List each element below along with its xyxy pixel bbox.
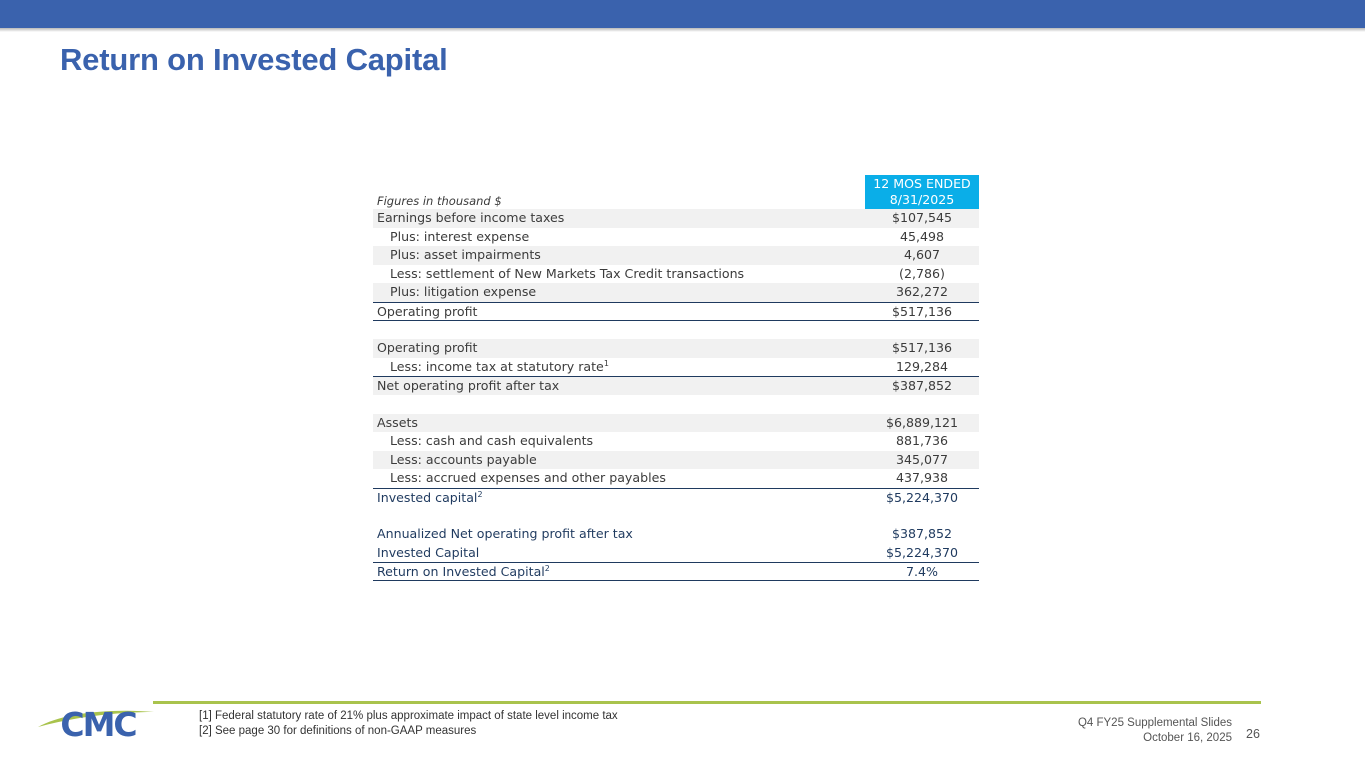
- table-row: [373, 525, 979, 544]
- footnote-marker: 2: [477, 489, 483, 499]
- footnotes: [199, 709, 618, 738]
- row-spacer: [373, 321, 979, 340]
- row-value: 129,284: [895, 358, 949, 374]
- row-label: Plus: litigation expense: [390, 284, 537, 300]
- row-value: $6,889,121: [885, 414, 959, 430]
- row-label: Earnings before income taxes: [377, 210, 565, 225]
- footer-divider: [153, 701, 1261, 704]
- row-label: Operating profit: [377, 303, 478, 319]
- table-row: [373, 339, 979, 358]
- table-row: [373, 209, 979, 228]
- footnote-marker: 2: [544, 564, 550, 574]
- logo-text: CMC: [60, 705, 136, 740]
- row-spacer: [373, 395, 979, 414]
- row-value: 881,736: [895, 433, 949, 449]
- row-spacer: [373, 507, 979, 526]
- table-row: [373, 246, 979, 265]
- table-row: [373, 451, 979, 470]
- row-label: Invested Capital: [377, 544, 480, 560]
- row-label: Less: accrued expenses and other payables: [390, 470, 666, 486]
- table-row: [373, 358, 979, 377]
- row-label-text: Invested capital: [377, 489, 478, 505]
- table-row: [373, 283, 979, 302]
- row-value: $517,136: [891, 340, 953, 356]
- footnote-1: [1] Federal statutory rate of 21% plus approximate impact of state level income tax: [199, 710, 618, 722]
- table-row-total: [373, 562, 979, 581]
- period-header-cell: [865, 175, 979, 209]
- table-row-subtotal: [373, 376, 979, 395]
- row-label: Assets: [377, 414, 418, 430]
- row-value: $517,136: [891, 303, 953, 319]
- top-banner-shadow: [0, 28, 1365, 32]
- table-row: [373, 432, 979, 451]
- row-label-text: Return on Invested Capital: [377, 564, 545, 580]
- row-label: [373, 358, 865, 377]
- cmc-logo: [36, 700, 156, 740]
- row-value: $5,224,370: [885, 544, 959, 560]
- footnote-marker: 1: [603, 358, 609, 368]
- row-value: $387,852: [891, 526, 953, 542]
- row-label: Operating profit: [377, 340, 478, 356]
- row-value: 45,498: [899, 228, 945, 244]
- row-value: 345,077: [895, 451, 949, 467]
- row-value: 7.4%: [906, 564, 938, 580]
- row-label: Plus: interest expense: [390, 228, 530, 244]
- top-banner: [0, 0, 1365, 28]
- table-row: [373, 544, 979, 563]
- row-value: (2,786): [899, 265, 945, 281]
- row-value: 437,938: [895, 470, 949, 486]
- row-value: $107,545: [891, 210, 953, 225]
- table-row-subtotal: [373, 488, 979, 507]
- row-label: [373, 563, 865, 580]
- slide-info: [1078, 716, 1232, 745]
- deck-name: Q4 FY25 Supplemental Slides: [1077, 717, 1232, 729]
- period-header-line1: 12 MOS ENDED: [873, 176, 971, 191]
- row-label: [373, 489, 865, 507]
- presentation-date: October 16, 2025: [1143, 731, 1232, 744]
- table-row: [373, 414, 979, 433]
- table-caption: Figures in thousand $: [377, 194, 502, 208]
- footnote-2: [2] See page 30 for definitions of non-GAAP measures: [199, 724, 477, 737]
- table-row-subtotal: [373, 302, 979, 321]
- table-row: [373, 228, 979, 247]
- row-value: $5,224,370: [885, 489, 959, 505]
- period-header-line2: 8/31/2025: [889, 192, 955, 207]
- table-header: [373, 175, 979, 209]
- row-label: Net operating profit after tax: [377, 378, 560, 394]
- row-label: Less: accounts payable: [390, 451, 537, 467]
- row-label: Plus: asset impairments: [390, 247, 541, 263]
- roic-table: [373, 175, 979, 581]
- row-value: $387,852: [891, 378, 953, 394]
- row-label: Less: cash and cash equivalents: [390, 433, 594, 449]
- page-title: Return on Invested Capital: [60, 42, 448, 77]
- table-row: [373, 469, 979, 488]
- page-number: 26: [1246, 727, 1260, 741]
- row-value: 4,607: [903, 247, 941, 263]
- row-label: Annualized Net operating profit after tax: [377, 526, 633, 542]
- row-label: Less: settlement of New Markets Tax Credit transactions: [390, 265, 745, 281]
- row-label-text: Less: income tax at statutory rate: [390, 358, 604, 374]
- table-row: [373, 265, 979, 284]
- row-value: 362,272: [895, 284, 949, 300]
